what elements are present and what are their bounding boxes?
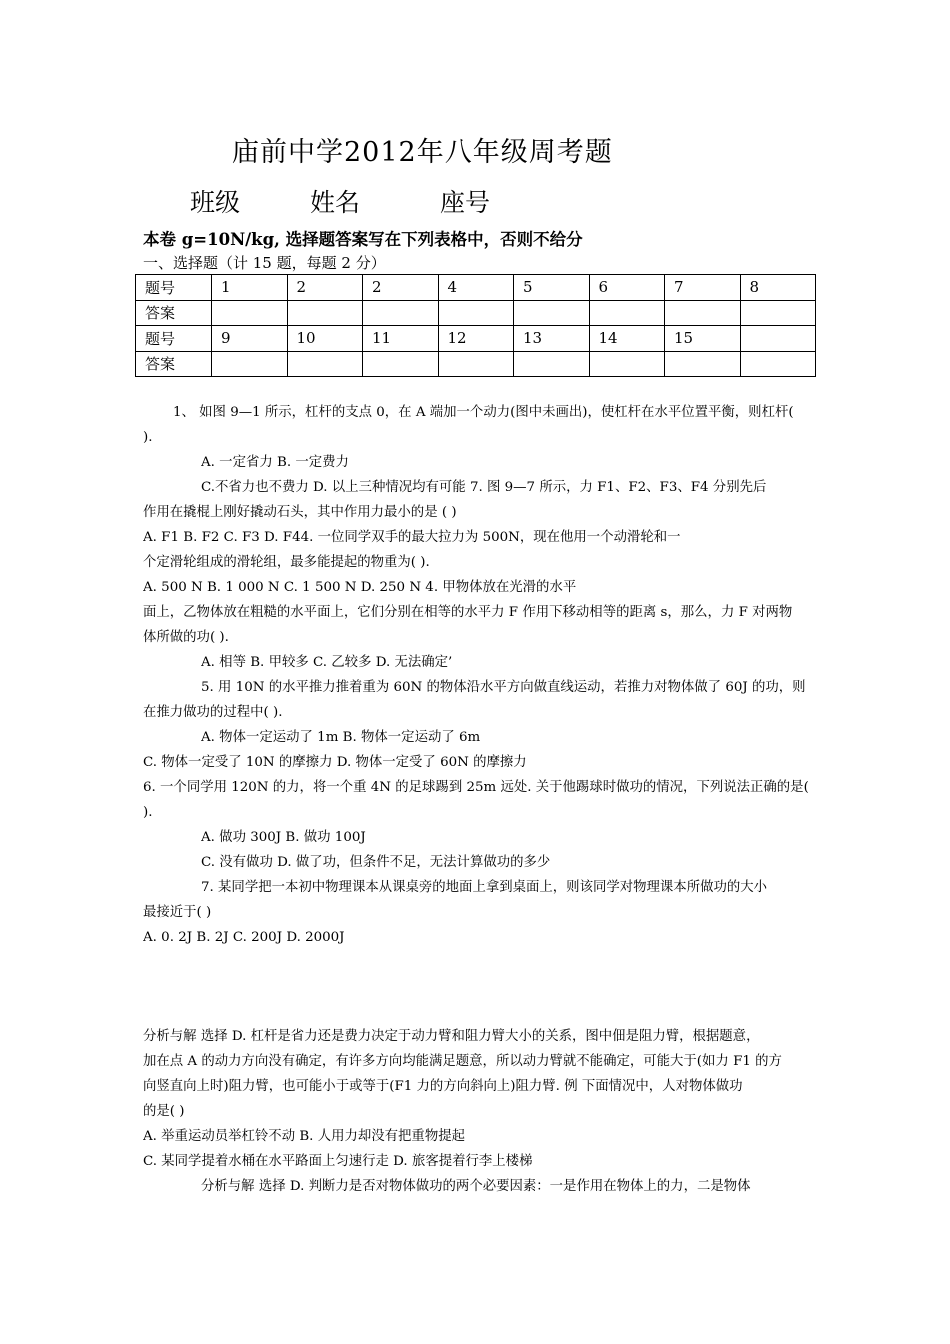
text-line: 分析与解 选择 D. 杠杆是省力还是费力决定于动力臂和阻力臂大小的关系，图中佃是阻力臂，根据题意， (143, 1029, 760, 1044)
question-number-cell: 2 (363, 275, 439, 301)
answer-cell[interactable] (665, 351, 741, 377)
text-line: A. 相等 B. 甲较多 C. 乙较多 D. 无法确定’ (201, 655, 453, 670)
answer-cell[interactable] (438, 300, 514, 326)
text-line: A. 举重运动员举杠铃不动 B. 人用力却没有把重物提起 (143, 1129, 465, 1144)
answer-cell[interactable] (665, 300, 741, 326)
answer-cell[interactable] (212, 351, 288, 377)
question-number-cell: 10 (287, 326, 363, 352)
text-line: A. 一定省力 B. 一定费力 (201, 455, 349, 470)
text-line: 向竖直向上时)阻力臂，也可能小于或等于(F1 力的方向斜向上)阻力臂. 例 下面情况中，人对物体做功 (143, 1079, 743, 1094)
text-line: 5. 用 10N 的水平推力推着重为 60N 的物体沿水平方向做直线运动，若推力对物体做了 60J 的功，则 (201, 680, 806, 695)
answer-cell[interactable] (363, 351, 439, 377)
answer-cell[interactable] (740, 300, 816, 326)
text-line: C. 没有做功 D. 做了功，但条件不足，无法计算做功的多少 (201, 855, 551, 870)
text-line: 1、 如图 9—1 所示，杠杆的支点 0，在 A 端加一个动力(图中未画出)，使杠杆在水平位置平衡，则杠杆( (173, 405, 794, 420)
table-row (136, 275, 816, 301)
text-line: C. 某同学提着水桶在水平路面上匀速行走 D. 旅客提着行李上楼梯 (143, 1154, 533, 1169)
text-line: 7. 某同学把一本初中物理课本从课桌旁的地面上拿到桌面上，则该同学对物理课本所做功的大小 (201, 880, 768, 895)
exam-notice: 本卷 g=10N/kg, 选择题答案写在下列表格中，否则不给分 (143, 230, 583, 249)
table-row (136, 300, 816, 326)
text-line: A. 做功 300J B. 做功 100J (201, 830, 366, 845)
text-line: 个定滑轮组成的滑轮组，最多能提起的物重为( ). (143, 555, 430, 570)
text-line: A. 0. 2J B. 2J C. 200J D. 2000J (143, 930, 345, 945)
answer-cell[interactable] (287, 351, 363, 377)
text-line: 在推力做功的过程中( ). (143, 705, 283, 720)
text-line: C. 物体一定受了 10N 的摩擦力 D. 物体一定受了 60N 的摩擦力 (143, 755, 527, 770)
exam-title: 庙前中学2012年八年级周考题 (232, 137, 613, 168)
question-number-cell: 12 (438, 326, 514, 352)
answer-cell[interactable] (514, 351, 590, 377)
row-label: 答案 (136, 351, 212, 377)
text-line: ). (143, 805, 153, 820)
section-heading: 一、选择题（计 15 题，每题 2 分） (143, 254, 386, 272)
name-label: 姓名 (310, 188, 361, 217)
question-number-cell: 15 (665, 326, 741, 352)
table-row (136, 351, 816, 377)
text-line: 的是( ) (143, 1104, 185, 1119)
seat-label: 座号 (440, 188, 491, 217)
question-number-cell: 8 (740, 275, 816, 301)
text-line: 分析与解 选择 D. 判断力是否对物体做功的两个必要因素：一是作用在物体上的力，二是物体 (201, 1179, 751, 1194)
answer-cell[interactable] (287, 300, 363, 326)
text-line: A. F1 B. F2 C. F3 D. F44. 一位同学双手的最大拉力为 500N，现在他用一个动滑轮和一 (143, 530, 681, 545)
answer-cell[interactable] (740, 351, 816, 377)
text-line: 体所做的功( ). (143, 630, 229, 645)
answer-cell[interactable] (438, 351, 514, 377)
text-line: A. 物体一定运动了 1m B. 物体一定运动了 6m (201, 730, 481, 745)
class-label: 班级 (190, 188, 241, 217)
question-number-cell: 13 (514, 326, 590, 352)
question-number-cell: 14 (589, 326, 665, 352)
table-row (136, 326, 816, 352)
answer-cell[interactable] (514, 300, 590, 326)
question-number-cell: 5 (514, 275, 590, 301)
text-line: 作用在撬棍上刚好撬动石头，其中作用力最小的是 ( ) (143, 505, 457, 520)
answer-table (135, 274, 816, 377)
answer-cell[interactable] (589, 351, 665, 377)
question-number-cell: 11 (363, 326, 439, 352)
question-number-cell (740, 326, 816, 352)
answer-cell[interactable] (212, 300, 288, 326)
answer-cell[interactable] (363, 300, 439, 326)
question-number-cell: 4 (438, 275, 514, 301)
row-label: 题号 (136, 275, 212, 301)
question-number-cell: 6 (589, 275, 665, 301)
question-number-cell: 2 (287, 275, 363, 301)
text-line: 加在点 A 的动力方向没有确定，有许多方向均能满足题意，所以动力臂就不能确定，可能大于(如力 F1 的方 (143, 1054, 782, 1069)
question-number-cell: 1 (212, 275, 288, 301)
row-label: 题号 (136, 326, 212, 352)
row-label: 答案 (136, 300, 212, 326)
text-line: 6. 一个同学用 120N 的力，将一个重 4N 的足球踢到 25m 远处. 关于他踢球时做功的情况，下列说法正确的是( (143, 780, 809, 795)
text-line: C.不省力也不费力 D. 以上三种情况均有可能 7. 图 9—7 所示，力 F1、F2、F3、F4 分别先后 (201, 480, 767, 495)
text-line: 最接近于( ) (143, 905, 212, 920)
text-line: ). (143, 430, 153, 445)
answer-cell[interactable] (589, 300, 665, 326)
text-line: 面上，乙物体放在粗糙的水平面上，它们分别在相等的水平力 F 作用下移动相等的距离 s，那么，力 F 对两物 (143, 605, 793, 620)
text-line: A. 500 N B. 1 000 N C. 1 500 N D. 250 N 4. 甲物体放在光滑的水平 (143, 580, 577, 595)
question-number-cell: 7 (665, 275, 741, 301)
question-number-cell: 9 (212, 326, 288, 352)
